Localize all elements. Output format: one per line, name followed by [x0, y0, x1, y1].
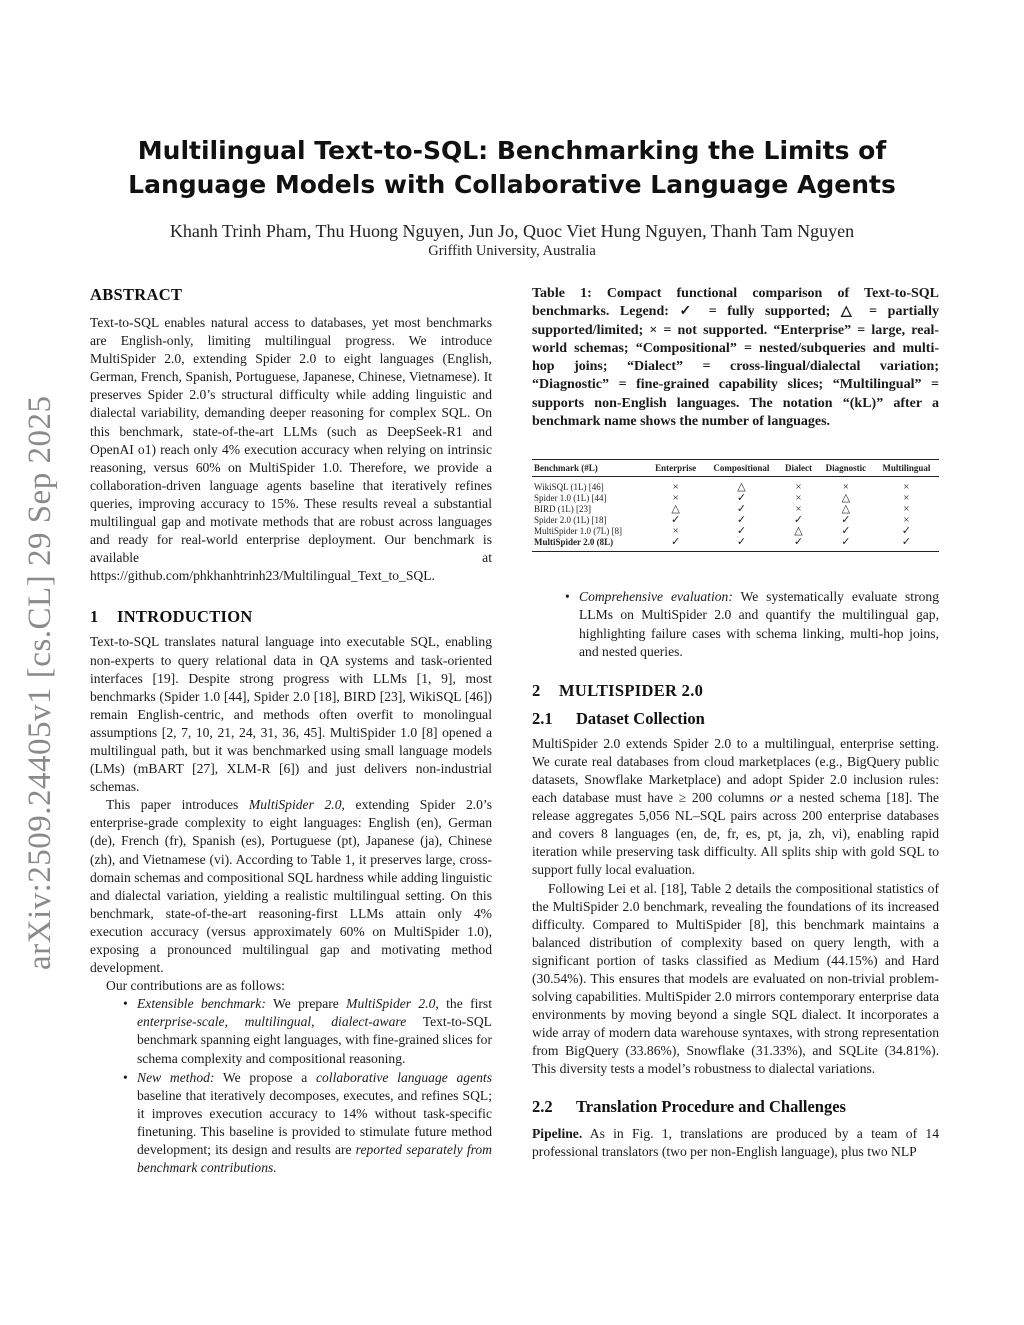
- table-cell: ✓: [736, 492, 747, 505]
- table-cell: ✓: [793, 536, 804, 549]
- column-header: Multilingual: [882, 463, 931, 474]
- abstract-text: Text-to-SQL enables natural access to databases, yet most benchmarks are English-only, limiting multilingual progress. We introduce MultiSpider 2.0, extending Spider 2.0 to eight languages (English, German, French, Spanish, Portuguese, Japanese, Chinese, Vietnamese). It preserves Spider 2.0’s structural difficulty while adding linguistic and dialectal variability, demanding deeper reasoning for complex SQL. On this benchmark, state-of-the-art LLMs (such as DeepSeek-R1 and OpenAI o1) reach only 4% execution accuracy when relying on intrinsic reasoning, versus 60% on MultiSpider 1.0. Therefore, we provide a collaboration-driven language agents baseline that iteratively refines queries, improving accuracy to 15%. These results reveal a substantial multilingual gap and motivate methods that are robust across languages and ready for real-world enterprise deployment. Our benchmark is available at https://github.com/phkhanhtrinh23/Multilingual_Text_to_SQL.: [90, 315, 492, 584]
- table-cell: ✓: [901, 525, 911, 538]
- table-cell: ✓: [670, 514, 681, 527]
- table-cell: ✓: [793, 514, 804, 527]
- table-row: [532, 515, 939, 526]
- intro-paragraph-2: This paper introduces MultiSpider 2.0, extending Spider 2.0’s enterprise-grade complexity to eight languages: English (en), German (de), French (fr), Spanish (es), Portuguese (pt), Japanese (ja), Chinese (zh), and Vietnamese (vi). According to Table 1, it preserves large, cross-domain schemas and compositional SQL hardness while adding linguistic and dialectal variation, yielding a realistic multilingual setting. On this benchmark, state-of-the-art reasoning-first LLMs attain only 4% execution accuracy (versus approximately 60% on MultiSpider 1.0), exposing a pronounced multilingual gap and motivating method development.: [90, 797, 493, 976]
- table-cell: ✓: [841, 536, 851, 549]
- benchmark-comparison-table: [532, 459, 939, 552]
- dataset-paragraph-2: Following Lei et al. [18], Table 2 details the compositional statistics of the MultiSpider 2.0 benchmark, revealing the foundations of its increased difficulty. Compared to MultiSpider [8], this benchmark maintains a balanced distribution of complexity based on query length, with a significant portion of tasks classified as Medium (44.15%) and Hard (30.54%). This ensures that models are evaluated on non-trivial problem-solving capabilities. MultiSpider 2.0 mirrors contemporary enterprise data environments by moving beyond a single SQL dialect. It incorporates a wide array of modern data warehouse syntaxes, with strong representation from BigQuery (33.86%), Snowflake (31.33%), and SQLite (34.81%). This diversity tests a model’s robustness to dialectal variations.: [532, 880, 939, 1077]
- benchmark-name: Spider 1.0 (1L) [44]: [534, 493, 607, 504]
- table-row: [532, 477, 939, 494]
- table-row: [532, 526, 939, 537]
- table-cell: ×: [672, 525, 679, 538]
- table-cell: ×: [795, 481, 802, 494]
- right-column: [532, 285, 939, 1161]
- table-cell: △: [671, 503, 680, 516]
- section-2-title: MULTISPIDER 2.0: [559, 680, 704, 700]
- table-row: [532, 493, 939, 504]
- author-list: Khanh Trinh Pham, Thu Huong Nguyen, Jun Jo, Quoc Viet Hung Nguyen, Thanh Tam Nguyen: [169, 221, 855, 241]
- table-cell: ×: [903, 481, 910, 494]
- table-cell: ✓: [841, 514, 851, 527]
- column-header: Compositional: [713, 463, 770, 474]
- table-cell: ✓: [736, 536, 747, 549]
- benchmark-name: MultiSpider 2.0 (8L): [534, 537, 614, 548]
- table-cell: ✓: [841, 525, 851, 538]
- section-2-number: 2: [532, 680, 541, 700]
- table-cell: ✓: [901, 536, 911, 549]
- left-column: [90, 285, 492, 1178]
- table-cell: ×: [842, 481, 849, 494]
- intro-title: INTRODUCTION: [117, 607, 253, 627]
- table-cell: ×: [903, 492, 910, 505]
- paper-title: Multilingual Text-to-SQL: Benchmarking the Limits of Language Models with Collaborative Language Agents: [128, 136, 896, 199]
- contributions-list-continued: [532, 588, 939, 660]
- intro-paragraph-1: Text-to-SQL translates natural language into executable SQL, enabling non-experts to query relational data in QA systems and task-oriented interfaces [19]. Despite strong progress with LLMs [1, 9], most benchmarks (Spider 1.0 [44], Spider 2.0 [18], BIRD [23], WikiSQL [46]) remain English-centric, and methods often overfit to monolingual assumptions [2, 7, 10, 21, 24, 31, 36, 45]. MultiSpider 1.0 [8] opened a multilingual path, but it was benchmarked using small language models (LMs) (mBART [27], XLM-R [6]) and just delivers non-industrial schemas.: [90, 634, 492, 795]
- table-cell: ×: [795, 503, 802, 516]
- table-cell: ×: [795, 492, 802, 505]
- pipeline-paragraph: Pipeline. As in Fig. 1, translations are produced by a team of 14 professional translators (two per non-English language), plus two NLP: [532, 1125, 939, 1159]
- benchmark-name: WikiSQL (1L) [46]: [534, 482, 604, 493]
- abstract-heading: ABSTRACT: [90, 285, 183, 304]
- table-header-row: [532, 460, 939, 477]
- benchmark-name: MultiSpider 1.0 (7L) [8]: [534, 526, 622, 537]
- table-row: [532, 537, 939, 552]
- table-cell: ×: [672, 481, 679, 494]
- table-cell: ✓: [736, 514, 747, 527]
- column-header: Enterprise: [655, 463, 697, 474]
- benchmark-name: BIRD (1L) [23]: [534, 504, 591, 515]
- table-row: [532, 504, 939, 515]
- table-cell: ✓: [736, 503, 747, 516]
- benchmark-name: Spider 2.0 (1L) [18]: [534, 515, 607, 526]
- arxiv-identifier-stamp: arXiv:2509.24405v1 [cs.CL] 29 Sep 2025: [22, 395, 58, 970]
- list-item: • New method: We propose a collaborative language agents baseline that iteratively decomposes, executes, and refines SQL; it improves execution accuracy to 14% without task-specific finetuning. This baseline is provided to stimulate future method development; its design and results are reported separately from benchmark contributions.: [137, 1069, 492, 1178]
- section-2-heading: [532, 681, 939, 701]
- table-cell: △: [794, 525, 803, 538]
- table-cell: ×: [903, 503, 910, 516]
- list-item: • Extensible benchmark: We prepare MultiSpider 2.0, the first enterprise-scale, multilingual, dialect-aware Text-to-SQL benchmark spanning eight languages, with fine-grained slices for schema complexity and compositional reasoning.: [137, 995, 492, 1067]
- column-header: Diagnostic: [825, 463, 867, 474]
- contributions-list: [90, 995, 492, 1177]
- column-header: Dialect: [785, 463, 812, 474]
- table-cell: △: [737, 481, 746, 494]
- table-cell: △: [841, 492, 851, 505]
- table-cell: △: [841, 503, 851, 516]
- subsection-2-2-heading: 2.2 Translation Procedure and Challenges: [532, 1096, 846, 1116]
- table-1-caption: Table 1: Compact functional comparison of Text-to-SQL benchmarks. Legend: ✓ = fully supported; △ = partially supported/limited; × = not supported. “Enterprise” = large, real-world schemas; “Compositional” = nested/subqueries and multi-hop joins; “Dialect” = cross-lingual/dialectal variation; “Diagnostic” = fine-grained capability slices; “Multilingual” = supports non-English languages. The notation “(kL)” after a benchmark name shows the number of languages.: [532, 286, 939, 430]
- affiliation: Griffith University, Australia: [428, 243, 596, 259]
- intro-number: 1: [90, 607, 99, 627]
- table-cell: ✓: [670, 536, 681, 549]
- table-cell: ×: [903, 514, 910, 527]
- table-cell: ✓: [736, 525, 747, 538]
- intro-paragraph-3: Our contributions are as follows:: [106, 978, 285, 994]
- dataset-paragraph-1: MultiSpider 2.0 extends Spider 2.0 to a multilingual, enterprise setting. We curate real databases from cloud marketplaces (e.g., BigQuery public datasets, Snowflake Marketplace) and adopt Spider 2.0 inclusion rules: each database must have ≥ 200 columns or a nested schema [18]. The release aggregates 5,056 NL–SQL pairs across 200 enterprise databases and covers 8 languages (en, de, fr, es, pt, ja, zh, vi), enabling rapid iteration while preserving task difficulty. All splits ship with gold SQL to support fully local evaluation.: [532, 735, 940, 878]
- column-header: Benchmark (#L): [534, 463, 598, 474]
- table-cell: ×: [672, 492, 679, 505]
- intro-heading: [90, 607, 492, 627]
- list-item: • Comprehensive evaluation: We systematically evaluate strong LLMs on MultiSpider 2.0 and quantify the multilingual gap, highlighting failure cases with schema linking, multi-hop joins, and nested queries.: [579, 588, 939, 660]
- subsection-2-1-heading: 2.1 Dataset Collection: [532, 708, 705, 728]
